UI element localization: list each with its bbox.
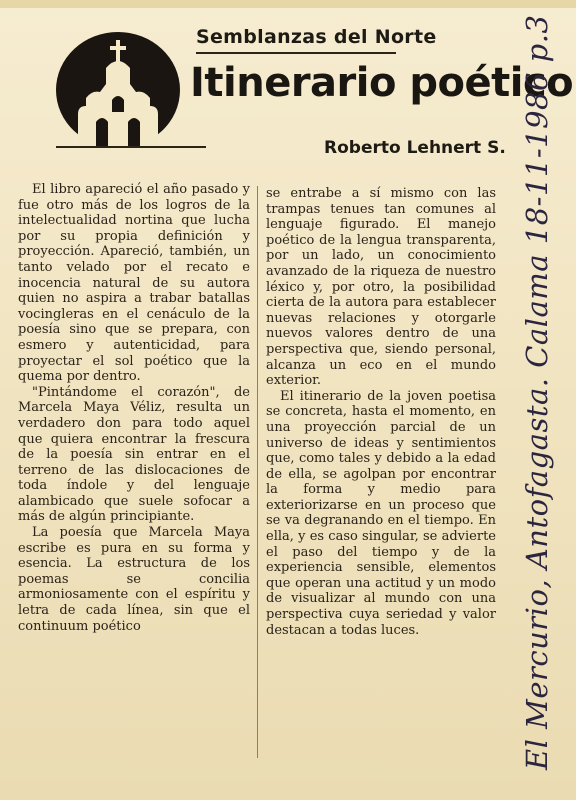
article-column-left	[18, 182, 250, 634]
column-divider	[257, 186, 258, 758]
paper-edge	[0, 0, 576, 8]
paragraph: "Pintándome el corazón", de Marcela Maya Véliz, resulta un verdadero don para todo aquel que quiera encontrar la frescura de la poesía sin entrar en el terreno de las dislocaciones de toda índole y del lenguaje alambicado que suele sofocar a más de algún principiante.	[18, 384, 250, 525]
article-column-right	[266, 186, 496, 638]
section-title: Semblanzas del Norte	[196, 26, 437, 48]
chapel-silhouette-icon	[56, 28, 206, 148]
paragraph: La poesía que Marcela Maya escribe es pura en su forma y esencia. La estructura de los poemas se concilia armoniosamente con el espíritu y letra de cada línea, sin que el continuum poético	[18, 525, 250, 634]
headline: Itinerario poético	[190, 60, 574, 106]
handwritten-annotation: El Mercurio, Antofagasta. Calama 18-11-1986 p.3	[520, 14, 554, 770]
section-title-rule	[196, 52, 396, 54]
byline: Roberto Lehnert S.	[324, 138, 506, 158]
paragraph: se entrabe a sí mismo con las trampas tenues tan comunes al lenguaje figurado. El manejo poético de la lengua transparenta, por un lado, un conocimiento avanzado de la riqueza de nuestro léxico y, por otro, la posibilidad cierta de la autora para establecer nuevas relaciones y otorgarle nuevos valores dentro de una perspectiva que, siendo personal, alcanza un eco en el mundo exterior.	[266, 186, 496, 389]
paragraph: El itinerario de la joven poetisa se concreta, hasta el momento, en una proyección parcial de un universo de ideas y sentimientos que, como tales y debido a la edad de ella, se agolpan por encontrar la forma y medio para exteriorizarse en un proceso que se va degranando en el tiempo. En ella, y es caso singular, se advierte el paso del tiempo y de la experiencia sensible, elementos que operan una actitud y un modo de visualizar al mundo con una perspectiva cuya seriedad y valor destacan a todas luces.	[266, 388, 496, 638]
paragraph: El libro apareció el año pasado y fue otro más de los logros de la intelectualidad nortina que lucha por su propia definición y proyección. Apareció, también, un tanto velado por el recato e inocencia natural de su autora quien no aspira a trabar batallas vocingleras en el cenáculo de la poesía sino que se prepara, con esmero y autenticidad, para proyectar el sol poético que la quema por dentro.	[18, 182, 250, 385]
